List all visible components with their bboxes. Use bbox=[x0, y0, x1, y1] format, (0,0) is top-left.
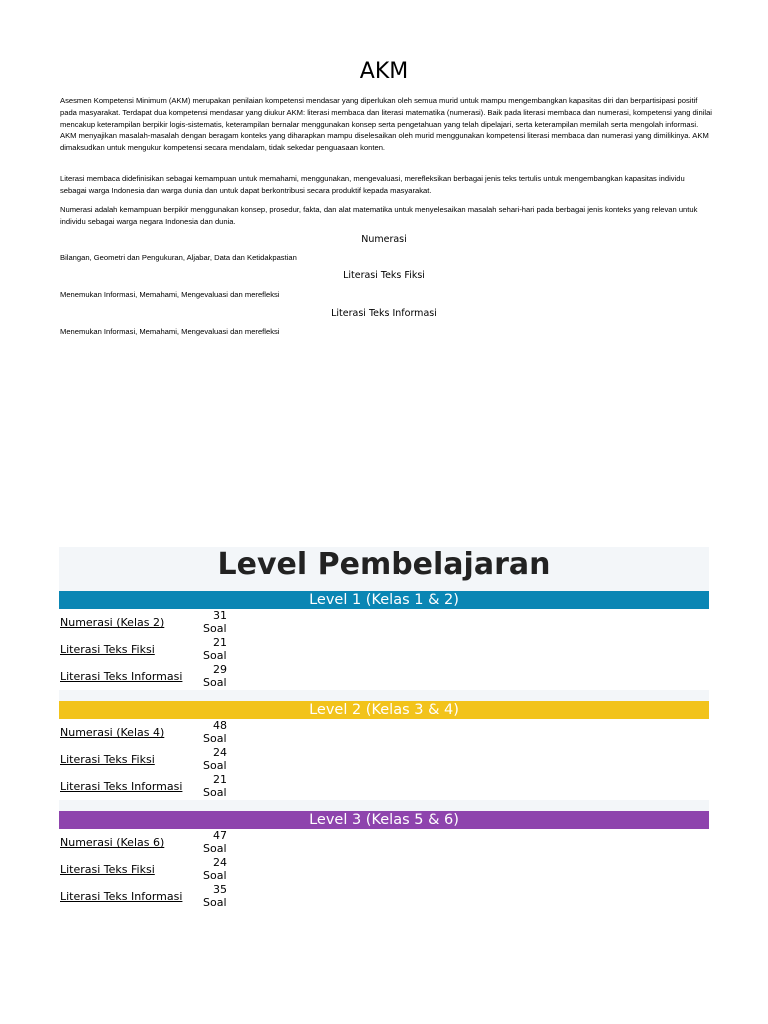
level-1-fiksi-count: 21 Soal bbox=[203, 636, 227, 662]
section-text-numerasi: Bilangan, Geometri dan Pengukuran, Aljabar, Data dan Ketidakpastian bbox=[60, 253, 297, 262]
level-3-numerasi-count: 47 Soal bbox=[203, 829, 227, 855]
intro-paragraph: Asesmen Kompetensi Minimum (AKM) merupakan penilaian kompetensi mendasar yang diperlukan oleh semua murid untuk mampu mengembangkan kapasitas diri dan berpartisipasi positif pada masyarakat. Terdapat dua kompetensi mendasar yang diukur AKM: literasi membaca dan literasi matematika (numerasi). Baik pada literasi membaca dan numerasi, kompetensi yang dinilai mencakup keterampilan berpikir logis-sistematis, keterampilan bernalar menggunakan konsep serta pengetahuan yang telah dipelajari, serta keterampilan memilah serta mengolah informasi. AKM menyajikan masalah-masalah dengan beragam konteks yang diharapkan mampu diselesaikan oleh murid menggunakan kompetensi literasi membaca dan numerasi yang dimilikinya. AKM dimaksudkan untuk mengukur kompetensi secara mendalam, tidak sekedar penguasaan konten. bbox=[60, 96, 712, 153]
level-1-numerasi-link[interactable]: Numerasi (Kelas 2) bbox=[60, 616, 165, 629]
level-2-numerasi-link[interactable]: Numerasi (Kelas 4) bbox=[60, 726, 165, 739]
page-title: AKM bbox=[359, 59, 409, 84]
numerasi-paragraph: Numerasi adalah kemampuan berpikir menggunakan konsep, prosedur, fakta, dan alat matematika untuk menyelesaikan masalah sehari-hari pada berbagai jenis konteks yang relevan untuk individu sebagai warga negara Indonesia dan dunia. bbox=[60, 205, 698, 226]
literasi-paragraph: Literasi membaca didefinisikan sebagai kemampuan untuk memahami, menggunakan, mengevaluasi, merefleksikan berbagai jenis teks tertulis untuk mengembangkan kapasitas individu sebagai warga Indonesia dan warga dunia dan untuk dapat berkontribusi secara produktif kepada masyarakat. bbox=[60, 174, 685, 195]
level-2-informasi-count: 21 Soal bbox=[203, 773, 227, 799]
section-text-informasi: Menemukan Informasi, Memahami, Mengevaluasi dan merefleksi bbox=[60, 327, 280, 336]
level-1-informasi-count: 29 Soal bbox=[203, 663, 227, 689]
level-2-header[interactable]: Level 2 (Kelas 3 & 4) bbox=[59, 701, 709, 719]
level-2-informasi-link[interactable]: Literasi Teks Informasi bbox=[60, 780, 183, 793]
level-3-fiksi-count: 24 Soal bbox=[203, 856, 227, 882]
level-3-fiksi-link[interactable]: Literasi Teks Fiksi bbox=[60, 863, 155, 876]
level-3-header[interactable]: Level 3 (Kelas 5 & 6) bbox=[59, 811, 709, 829]
level-1-header[interactable]: Level 1 (Kelas 1 & 2) bbox=[59, 591, 709, 609]
level-3-informasi-link[interactable]: Literasi Teks Informasi bbox=[60, 890, 183, 903]
level-3-informasi-count: 35 Soal bbox=[203, 883, 227, 909]
level-2-numerasi-count: 48 Soal bbox=[203, 719, 227, 745]
level-3-numerasi-link[interactable]: Numerasi (Kelas 6) bbox=[60, 836, 165, 849]
section-heading-numerasi: Numerasi bbox=[361, 234, 407, 245]
level-1-fiksi-link[interactable]: Literasi Teks Fiksi bbox=[60, 643, 155, 656]
level-panel-title: Level Pembelajaran bbox=[59, 547, 709, 582]
level-1-numerasi-count: 31 Soal bbox=[203, 609, 227, 635]
level-2-fiksi-link[interactable]: Literasi Teks Fiksi bbox=[60, 753, 155, 766]
section-heading-informasi: Literasi Teks Informasi bbox=[331, 308, 437, 319]
level-2-fiksi-count: 24 Soal bbox=[203, 746, 227, 772]
section-heading-fiksi: Literasi Teks Fiksi bbox=[343, 270, 425, 281]
level-1-informasi-link[interactable]: Literasi Teks Informasi bbox=[60, 670, 183, 683]
section-text-fiksi: Menemukan Informasi, Memahami, Mengevaluasi dan merefleksi bbox=[60, 290, 280, 299]
